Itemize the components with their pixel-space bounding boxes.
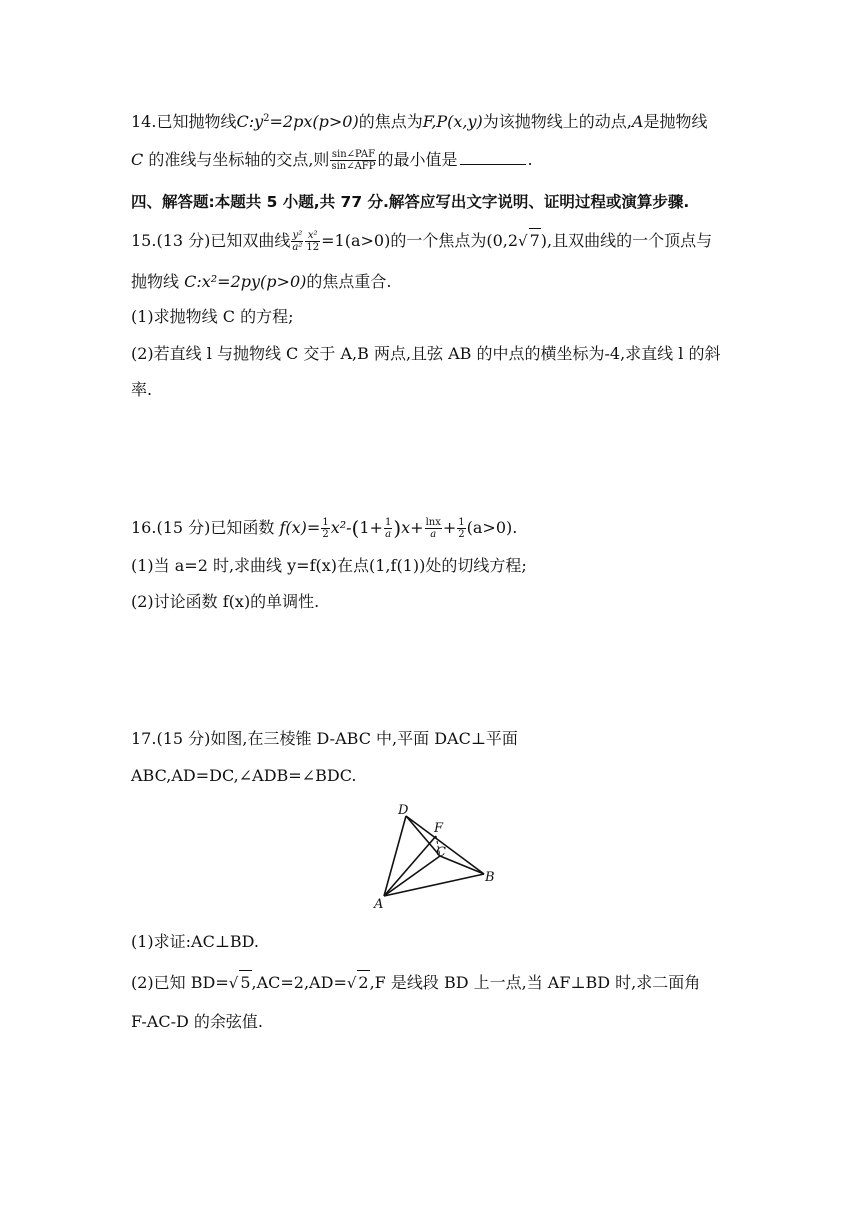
q14-points: F,P(x,y) [422, 112, 483, 131]
q17-sqrt5: 5 [239, 970, 251, 995]
q14-line1: 14.已知抛物线$C:y^2=2px(p>0)$的焦点为F,P(x,y)为该抛物线上的动点,A是抛物线 [131, 112, 708, 131]
q16-prefix: 16.(15 分)已知函数 [131, 518, 275, 537]
q16-plus: + [442, 518, 457, 537]
q16-half-num: 1 [322, 517, 329, 528]
q16-one-plus: 1+ [359, 518, 383, 537]
section-heading: 四、解答题:本题共 5 小题,共 77 分.解答应写出文字说明、证明过程或演算步骤. [131, 193, 690, 211]
q15-focus-sqrt: 7 [529, 228, 541, 253]
q17-part2-a: (2)已知 BD= [131, 973, 229, 992]
q17-line2: ABC,AD=DC,∠ADB=∠BDC. [131, 766, 357, 785]
q17-part2-line2: F-AC-D 的余弦值. [131, 1012, 263, 1031]
label-F: F [434, 821, 444, 836]
tetrahedron-figure [372, 796, 512, 916]
sqrt-symbol: √ [518, 232, 528, 250]
q15-frac2 [305, 230, 320, 253]
q16-half2-num: 1 [458, 517, 465, 528]
q16-ln-den: a [430, 529, 437, 540]
q15-frac2-den: 12 [306, 242, 320, 253]
q17-part2-b: ,AC=2,AD= [251, 973, 347, 992]
q14-rest: 为该抛物线上的动点, [482, 112, 632, 131]
q15-part1: (1)求抛物线 C 的方程; [131, 307, 294, 326]
q14-end: . [527, 150, 533, 169]
q14-number: 14. [131, 112, 157, 131]
q16-inv-den: a [385, 529, 392, 540]
q14-eq-a: C:y [236, 112, 264, 131]
q15-line1 [131, 228, 712, 253]
q17-part1: (1)求证:AC⊥BD. [131, 932, 260, 951]
label-A: A [374, 897, 384, 912]
q16-ln-num: lnx [425, 517, 441, 528]
q15-focus-end: ) [540, 231, 548, 250]
q14-C: C [131, 150, 144, 169]
q15-prefix: 15.(13 分)已知双曲线 [131, 231, 291, 250]
q16-line1: 16.(15 分)已知函数 f(x)= $\frac{1}{2}$ x²-(1+ $\frac{1}{a}$ )x+ $\frac{\ln x}{a}$ + $\frac{1}{2}$ (a>0). [131, 516, 518, 540]
q14-line2-text: 的准线与坐标轴的交点,则 [148, 150, 330, 169]
q16-half2-den: 2 [458, 529, 465, 540]
q14-fraction [330, 149, 376, 172]
q16-x-plus: x+ [401, 518, 424, 537]
q16-half-den: 2 [322, 529, 329, 540]
q15-eq-tail: =1(a>0) [321, 231, 391, 250]
q15-line2-text: 抛物线 [131, 272, 180, 291]
q15-line2-eq: C:x²=2py(p>0) [184, 272, 307, 291]
q16-part2: (2)讨论函数 f(x)的单调性. [131, 592, 320, 611]
q16-part1: (1)当 a=2 时,求曲线 y=f(x)在点(1,f(1))处的切线方程; [131, 556, 527, 575]
q15-line2 [131, 270, 391, 294]
q16-half [321, 517, 329, 540]
q15-focus: (0,2 [486, 231, 519, 250]
sqrt-symbol-5: √ [228, 974, 239, 992]
q14-frac-den: sin∠AFP [331, 161, 376, 172]
q14-A: A [631, 112, 644, 131]
answer-blank[interactable] [460, 150, 526, 165]
q14-mid: 的焦点为 [358, 112, 423, 131]
q15-frac1-num: y² [292, 230, 303, 241]
sqrt-symbol-2: √ [346, 974, 357, 992]
q17-line1: 17.(15 分)如图,在三棱锥 D-ABC 中,平面 DAC⊥平面 [131, 729, 518, 748]
q14-line2 [131, 148, 533, 172]
q14-frac-num: sin∠PAF [331, 149, 376, 160]
q15-line2-tail: 的焦点重合. [306, 272, 392, 291]
q16-ln-frac [425, 517, 442, 540]
q16-inv-num: 1 [384, 517, 392, 528]
q17-sqrt2: 2 [357, 970, 369, 995]
q15-tail: ,且双曲线的一个顶点与 [547, 231, 713, 250]
q15-frac2-num: x² [305, 230, 320, 242]
q14-line2-tail: 的最小值是 [377, 150, 458, 169]
q15-frac1-den: a² [292, 242, 303, 253]
q17-part2-c: ,F 是线段 BD 上一点,当 AF⊥BD 时,求二面角 [369, 973, 701, 992]
q16-x2: x²- [330, 518, 352, 537]
label-C: C [436, 845, 446, 860]
q17-part2-line1 [131, 970, 700, 995]
q15-frac1 [291, 230, 303, 253]
q15-part2-line2: 率. [131, 380, 153, 399]
edge-CB [440, 856, 484, 874]
q16-cond: (a>0). [466, 518, 518, 537]
q15-part2-line1: (2)若直线 l 与抛物线 C 交于 A,B 两点,且弦 AB 的中点的横坐标为-4,求直线 l 的斜 [131, 344, 721, 363]
q16-fx: f(x)= [279, 518, 321, 537]
label-B: B [485, 870, 495, 885]
q16-inv-a [384, 517, 392, 540]
q14-eq-b: =2px(p>0) [269, 112, 359, 131]
q14-text: 已知抛物线 [156, 112, 237, 131]
q16-half2 [457, 517, 465, 540]
q14-tail: 是抛物线 [643, 112, 708, 131]
label-D: D [398, 803, 409, 818]
q15-mid: 的一个焦点为 [390, 231, 487, 250]
